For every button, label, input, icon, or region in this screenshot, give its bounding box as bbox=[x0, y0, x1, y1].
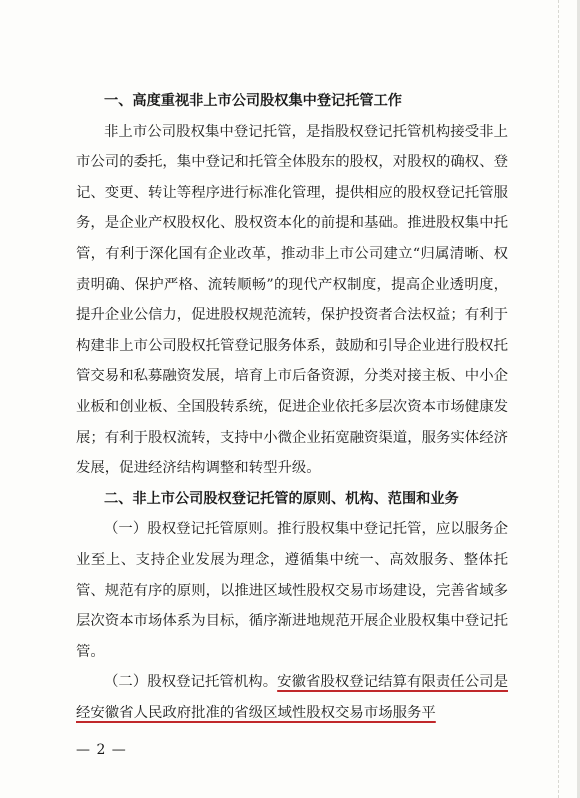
paragraph-2: （一）股权登记托管原则。推行股权集中登记托管，应以服务企业至上、支持企业发展为理念，遵循集中统一、高效服务、整体托管、规范有序的原则，以推进区域性股权交易市场建设，完善省域多层次资本市场体系为目标，循序渐进地规范开展企业股权集中登记托管。 bbox=[76, 521, 508, 660]
red-underlined-text: 安徽省股权登记结算有限责任公司是经安徽省人民政府批准的省级区域性股权交易市场服务平 bbox=[76, 674, 508, 721]
page-number: — 2 — bbox=[76, 742, 127, 758]
paragraph-3-lead: （二）股权登记托管机构。 bbox=[104, 674, 278, 691]
section-heading-1: 一、高度重视非上市公司股权集中登记托管工作 bbox=[104, 93, 402, 109]
document-body bbox=[76, 86, 508, 728]
paragraph-1: 非上市公司股权集中登记托管，是指股权登记托管机构接受非上市公司的委托，集中登记和托管全体股东的股权，对股权的确权、登记、变更、转让等程序进行标准化管理，提供相应的股权登记托管服务，是企业产权股权化、股权资本化的前提和基础。推进股权集中托管，有利于深化国有企业改革，推动非上市公司建立“归属清晰、权责明确、保护严格、流转顺畅”的现代产权制度，提高企业透明度，提升企业公信力，促进股权规范流转，保护投资者合法权益；有利于构建非上市公司股权托管登记服务体系，鼓励和引导企业进行股权托管交易和私募融资发展，培育上市后备资源，分类对接主板、中小企业板和创业板、全国股转系统，促进企业依托多层次资本市场健康发展；有利于股权流转，支持中小微企业拓宽融资渠道，服务实体经济发展，促进经济结构调整和转型升级。 bbox=[76, 123, 508, 477]
section-heading-2: 二、非上市公司股权登记托管的原则、机构、范围和业务 bbox=[104, 490, 459, 507]
paragraph-3 bbox=[76, 667, 508, 728]
